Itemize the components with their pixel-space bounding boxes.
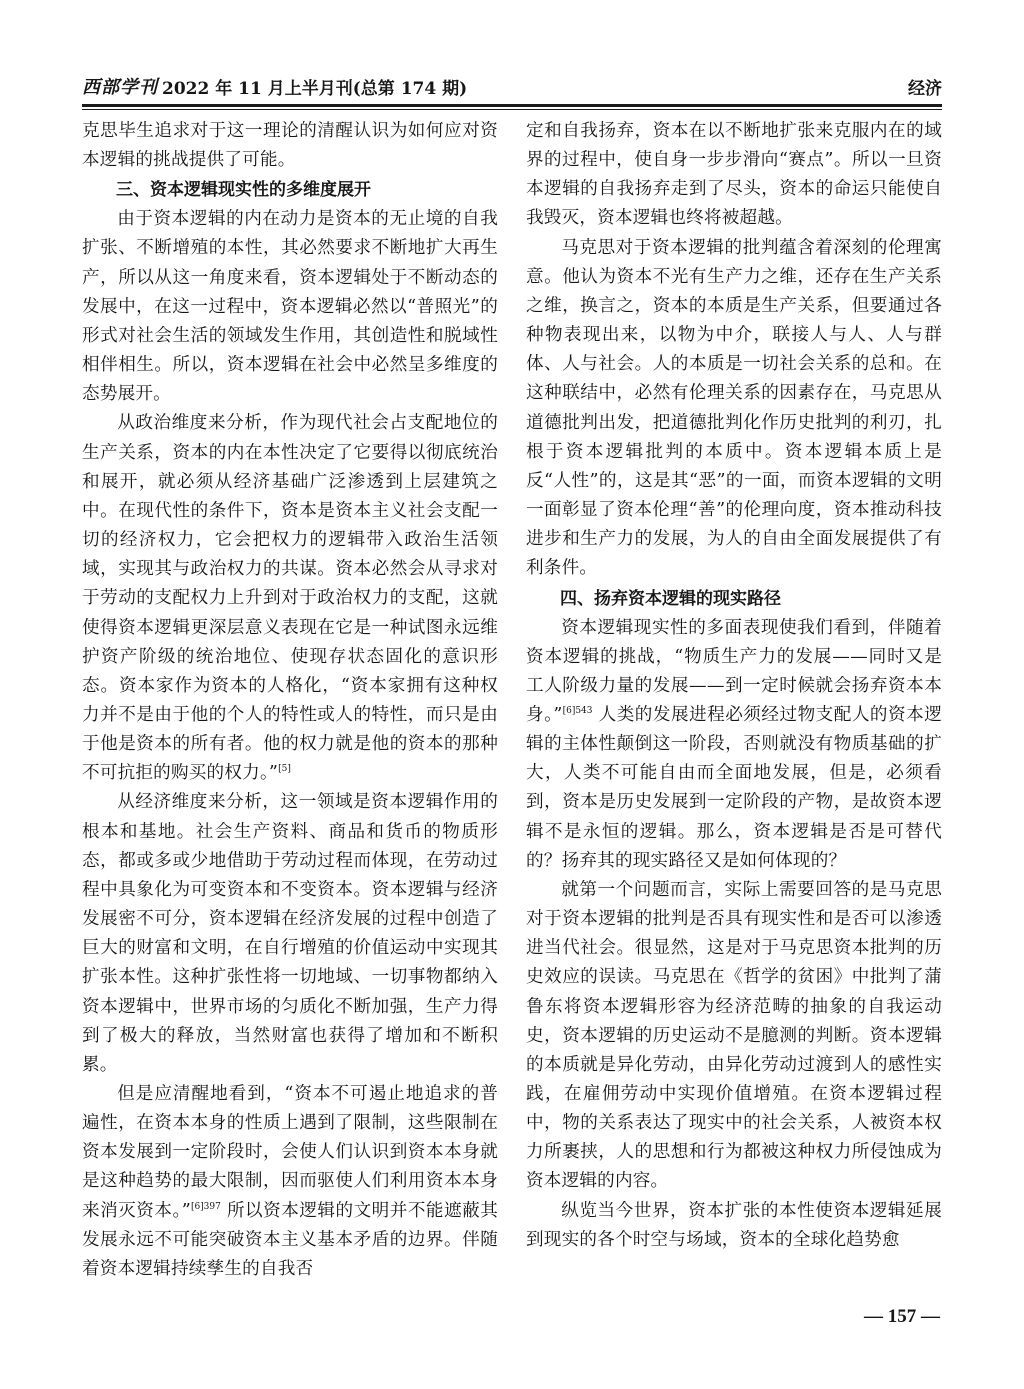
paragraph [82,1080,498,1284]
page-number: — 157 — [864,1306,940,1327]
paragraph: 克思毕生追求对于这一理论的清醒认识为如何应对资本逻辑的挑战提供了可能。 [82,121,498,171]
header-journal-info [82,73,467,99]
paragraph: 纵览当今世界，资本扩张的本性使资本逻辑延展到现实的各个时空与场域，资本的全球化趋势愈 [526,1200,942,1250]
paragraph: 定和自我扬弃，资本在以不断地扩张来克服内在的域界的过程中，使自身一步步滑向“赛点”。所以一旦资本逻辑的自我扬弃走到了尽头，资本的命运只能使自我毁灭，资本逻辑也终将被超越。 [526,121,942,229]
section-heading: 四、扬弃资本逻辑的现实路径 [560,588,781,609]
citation-marker: [6]397 [190,1201,221,1212]
citation-marker: [5] [278,764,291,775]
paragraph [82,409,498,788]
right-column [526,117,942,1255]
paragraph: 从经济维度来分析，这一领域是资本逻辑作用的根本和基地。社会生产资料、商品和货币的物质形态，都或多或少地借助于劳动过程而体现，在劳动过程中具象化为可变资本和不变资本。资本逻辑与经济发展密不可分，资本逻辑在经济发展的过程中创造了巨大的财富和文明，在自行增殖的价值运动中实现其扩张本性。这种扩张性将一切地域、一切事物都纳入资本逻辑中，世界市场的匀质化不断加强，生产力得到了极大的释放，当然财富也获得了增加和不断积累。 [82,792,498,1075]
citation-marker: [6]543 [562,706,593,717]
section-label: 经济 [908,78,942,99]
header-rule [82,104,942,110]
paragraph-text: 资本逻辑现实性的多面表现使我们看到，伴随着资本逻辑的挑战，“物质生产力的发展——同时又是工人阶级力量的发展——到一定时候就会扬弃资本本身。” [526,617,942,725]
issue-info: 2022 年 11 月上半月刊(总第 174 期) [162,78,468,99]
paragraph-text: 所以资本逻辑的文明并不能遮蔽其发展永远不可能突破资本主义基本矛盾的边界。伴随着资本逻辑持续孳生的自我否 [82,1200,498,1279]
paragraph: 马克思对于资本逻辑的批判蕴含着深刻的伦理寓意。他认为资本不光有生产力之维，还存在生产关系之维，换言之，资本的本质是生产关系，但要通过各种物表现出来，以物为中介，联接人与人、人与群体、人与社会。人的本质是一切社会关系的总和。在这种联结中，必然有伦理关系的因素存在，马克思从道德批判出发，把道德批判化作历史批判的利刃，扎根于资本逻辑批判的本质中。资本逻辑本质上是反“人性”的，这是其“恶”的一面，而资本逻辑的文明一面彰显了资本伦理“善”的伦理向度，资本推动科技进步和生产力的发展，为人的自由全面发展提供了有利条件。 [526,237,942,579]
paragraph-text: 从政治维度来分析，作为现代社会占支配地位的生产关系，资本的内在本性决定了它要得以彻底统治和展开，就必须从经济基础广泛渗透到上层建筑之中。在现代性的条件下，资本是资本主义社会支配一切的经济权力，它会把权力的逻辑带入政治生活领域，实现其与政治权力的共谋。资本必然会从寻求对于劳动的支配权力上升到对于政治权力的支配，这就使得资本逻辑更深层意义表现在它是一种试图永远维护资产阶级的统治地位、使现存状态固化的意识形态。资本家作为资本的人格化，“资本家拥有这种权力并不是由于他的个人的特性或人的特性，而只是由于他是资本的所有者。他的权力就是他的资本的那种不可抗拒的购买的权力。” [82,413,498,784]
left-column [82,117,498,1284]
journal-name: 西部学刊 [82,77,158,98]
paragraph: 由于资本逻辑的内在动力是资本的无止境的自我扩张、不断增殖的本性，其必然要求不断地扩大再生产，所以从这一角度来看，资本逻辑处于不断动态的发展中，在这一过程中，资本逻辑必然以“普照光”的形式对社会生活的领域发生作用，其创造性和脱域性相伴相生。所以，资本逻辑在社会中必然呈多维度的态势展开。 [82,209,498,405]
paragraph-text: 但是应清醒地看到，“资本不可遏止地追求的普遍性，在资本本身的性质上遇到了限制，这些限制在资本发展到一定阶段时，会使人们认识到资本本身就是这种趋势的最大限制，因而驱使人们利用资本本身来消灭资本。” [82,1084,498,1221]
paragraph-text: 人类的发展进程必须经过物支配人的资本逻辑的主体性颠倒这一阶段，否则就没有物质基础的扩大，人类不可能自由而全面地发展，但是，必须看到，资本是历史发展到一定阶段的产物，是故资本逻辑不是永恒的逻辑。那么，资本逻辑是否是可替代的？扬弃其的现实路径又是如何体现的？ [526,704,942,871]
section-heading: 三、资本逻辑现实性的多维度展开 [116,180,371,201]
running-header [82,70,942,102]
paragraph: 就第一个问题而言，实际上需要回答的是马克思对于资本逻辑的批判是否具有现实性和是否可以渗透进当代社会。很显然，这是对于马克思资本批判的历史效应的误读。马克思在《哲学的贫困》中批判了蒲鲁东将资本逻辑形容为经济范畴的抽象的自我运动史，资本逻辑的历史运动不是臆测的判断。资本逻辑的本质就是异化劳动，由异化劳动过渡到人的感性实践，在雇佣劳动中实现价值增殖。在资本逻辑过程中，物的关系表达了现实中的社会关系，人被资本权力所裹挟，人的思想和行为都被这种权力所侵蚀成为资本逻辑的内容。 [526,879,942,1192]
paragraph [526,614,942,876]
